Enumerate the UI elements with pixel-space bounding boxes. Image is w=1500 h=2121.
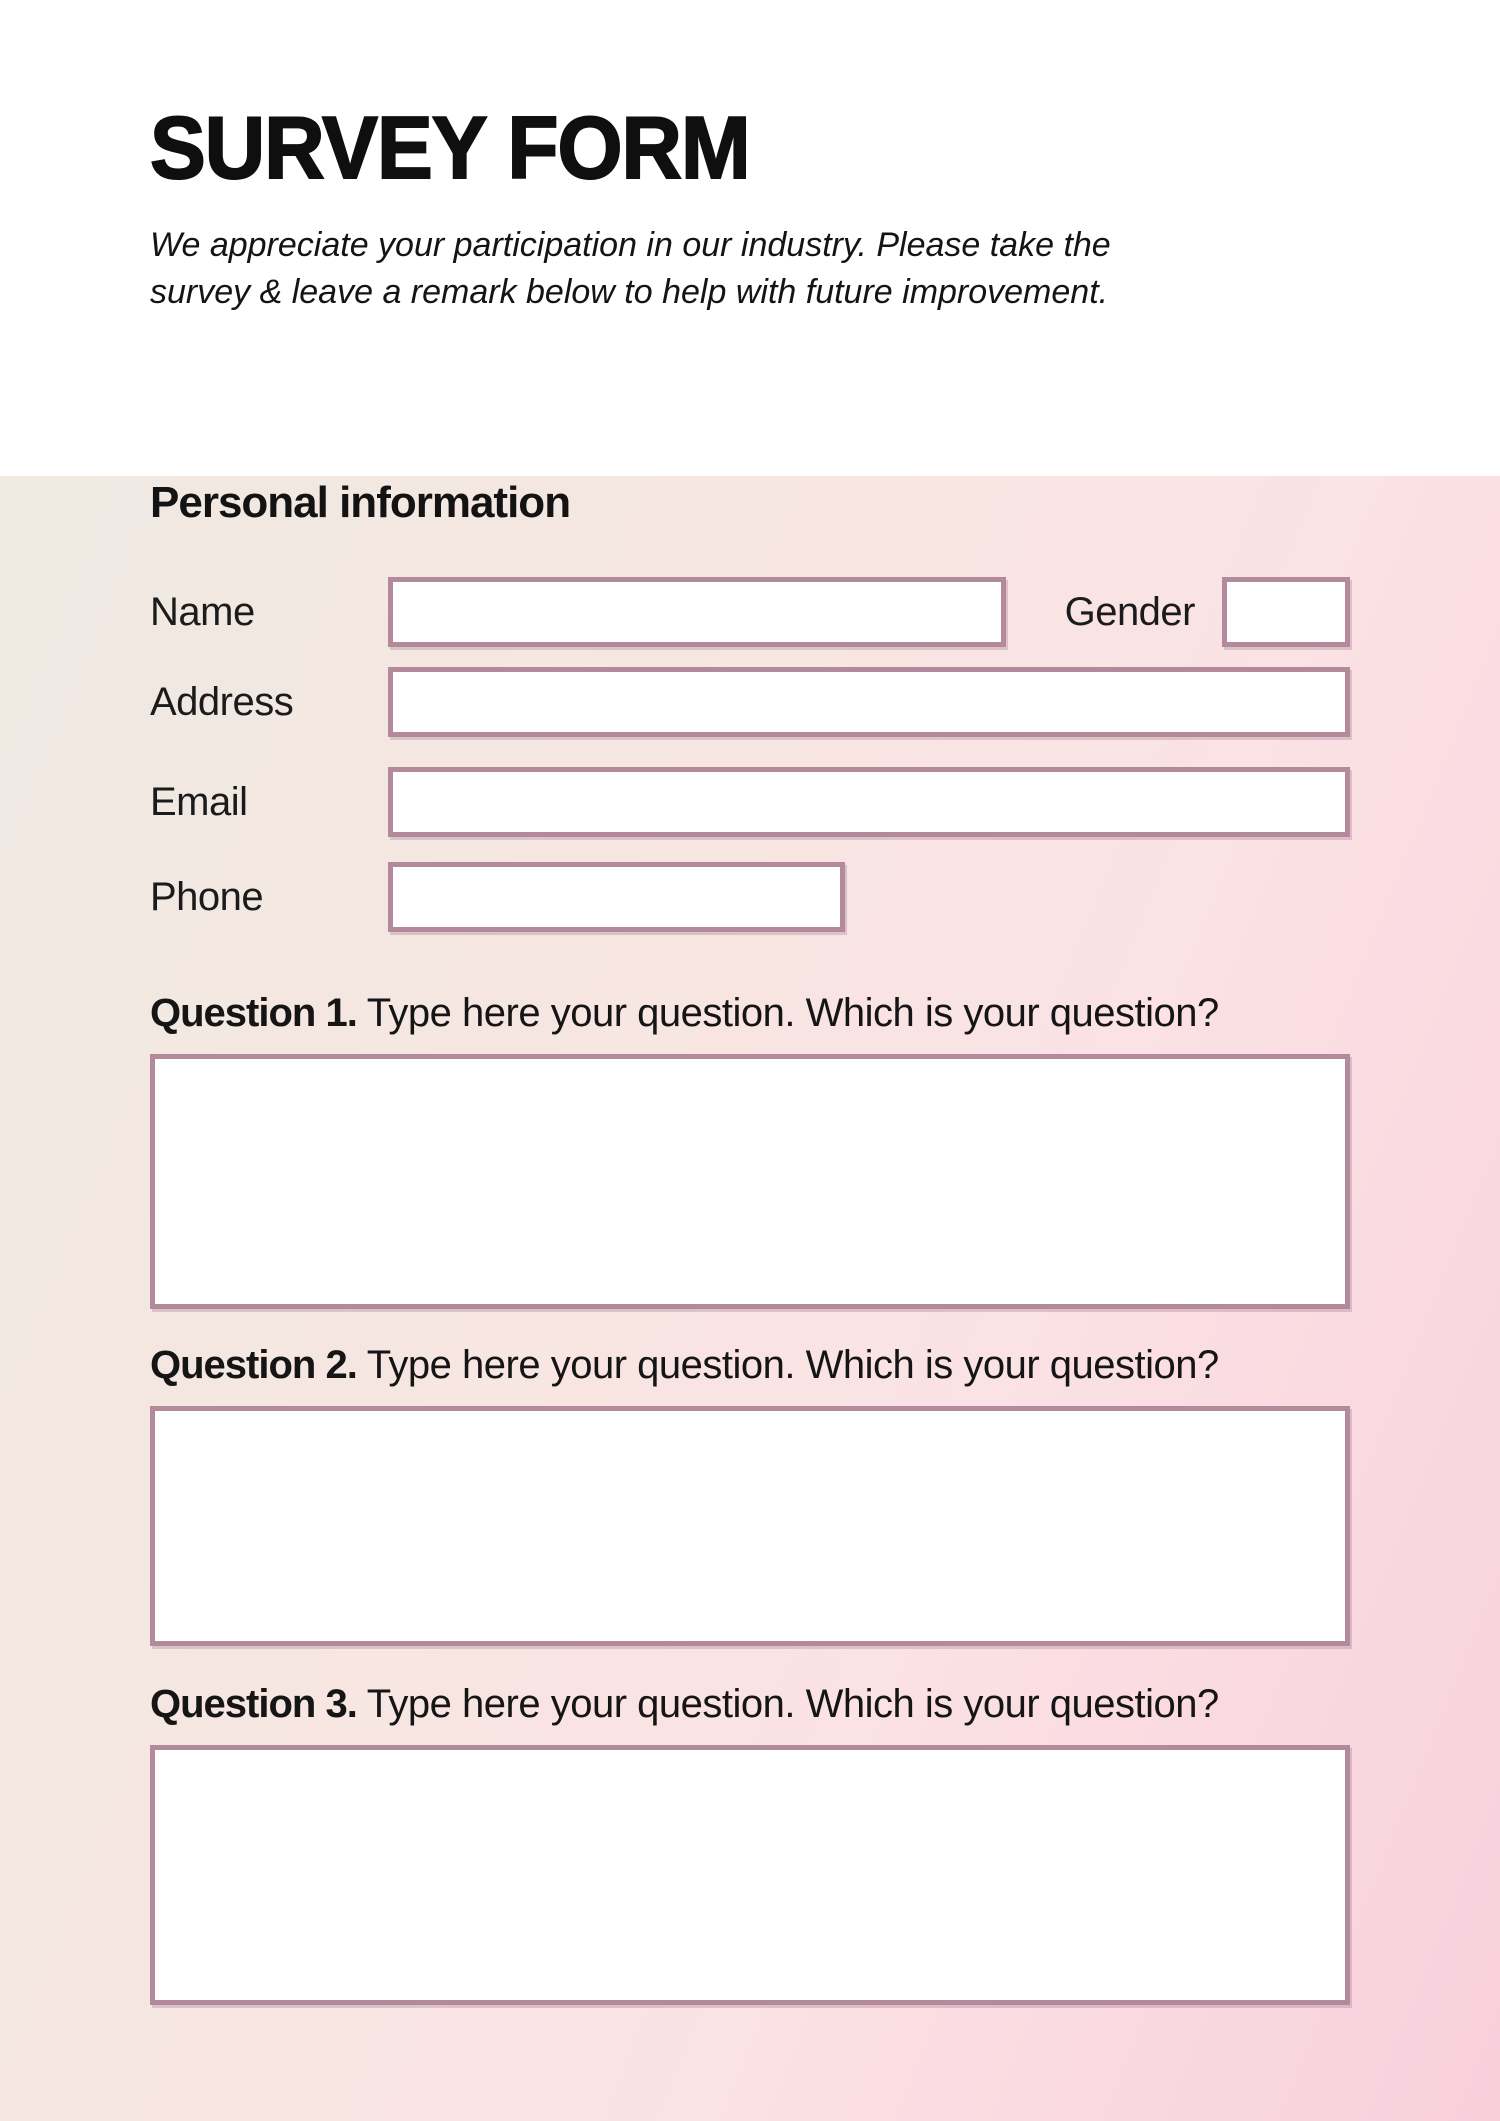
page-subtitle-line2: survey & leave a remark below to help with future improvement.: [150, 273, 1109, 311]
phone-row: [150, 862, 1350, 932]
name-row: [150, 577, 1350, 647]
question-1-answer-textarea[interactable]: [150, 1054, 1350, 1309]
address-label: Address: [150, 679, 294, 724]
gender-label: Gender: [1064, 589, 1195, 634]
question-3-heading: [150, 1678, 1350, 1731]
question-3-number: Question 3.: [150, 1682, 357, 1726]
name-input[interactable]: [388, 577, 1006, 647]
address-row: [150, 667, 1350, 737]
question-2-number: Question 2.: [150, 1343, 357, 1387]
page-title: SURVEY FORM: [150, 98, 750, 197]
question-3-prompt: Type here your question. Which is your question?: [366, 1682, 1219, 1726]
personal-information-heading: Personal information: [150, 478, 571, 527]
question-1-prompt: Type here your question. Which is your question?: [366, 991, 1219, 1035]
header: [0, 0, 1500, 404]
gender-input[interactable]: [1222, 577, 1350, 647]
page-subtitle: [150, 222, 1350, 316]
email-row: [150, 767, 1350, 837]
address-input[interactable]: [388, 667, 1350, 737]
email-input[interactable]: [388, 767, 1350, 837]
phone-input[interactable]: [388, 862, 845, 932]
phone-label: Phone: [150, 874, 264, 919]
question-3-answer-textarea[interactable]: [150, 1745, 1350, 2005]
name-label: Name: [150, 589, 255, 634]
email-label: Email: [150, 779, 248, 824]
form-area: [0, 476, 1500, 2121]
question-1-number: Question 1.: [150, 991, 357, 1035]
question-2-heading: [150, 1339, 1350, 1392]
question-2-answer-textarea[interactable]: [150, 1406, 1350, 1646]
question-1-heading: [150, 987, 1350, 1040]
page-subtitle-line1: We appreciate your participation in our industry. Please take the: [150, 226, 1111, 264]
question-2-prompt: Type here your question. Which is your question?: [366, 1343, 1219, 1387]
